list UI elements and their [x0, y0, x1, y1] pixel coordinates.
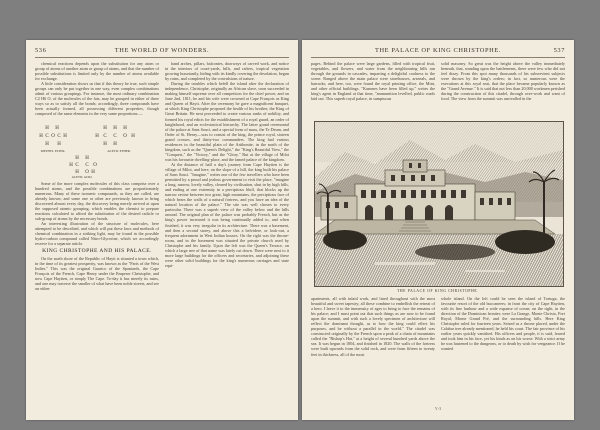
svg-text:O: O [123, 133, 127, 139]
paragraph: On the north shore of the Republic of Hayti is situated a town which, in the time of its greatest prosperity, was known as the "Paris of the West Indies." This was the original Guarico of the Spaniards, the Cape François of the French, Cape Henry under the Emperor Christophe, and now Cape Haytien, or simply The Cape. To-day it has merely its ruins, and one may traverse the smaller of what have been noble streets, and see on either [35, 256, 159, 292]
right-column-2-bottom [441, 296, 565, 406]
structural-formulas [35, 119, 159, 179]
left-page [26, 40, 298, 420]
svg-text:C: C [103, 133, 107, 139]
svg-text:H: H [91, 169, 95, 175]
paragraph: chemical reactions depends upon the substitution for any atom or group of atoms of another atom or group of atoms, and that the number of possible substitutions is limited only by the number of atoms available for exchange. [35, 61, 159, 82]
svg-text:O: O [51, 133, 55, 139]
paragraph: apartments, all with inlaid work, and lined throughout with the most beautiful and sweet tapestry; all these combine to embellish the retreat of a hero. I leave it to the immensity of ages to bring to face the remains of his palace; and I must point out that such things as are now to be found upon the summit, and with such a lovely specimen of architecture will reflect the dominant thought, as to how the king could effect his purposes, and be without a parallel in the world." The citadel was constructed originally by the French upon a peak of a chain of mountains called the "Bishop's Hat," at a height of several hundred yards above the sea. It was begun in 1804, and finished in 1820. The walls of the fortress were built upwards from the solid rock, and were from fifteen to twenty feet in thickness, all of the most [311, 296, 435, 357]
svg-text:H: H [55, 125, 59, 131]
svg-text:C: C [85, 162, 89, 168]
structural-formula-diagram [37, 119, 157, 179]
svg-text:H: H [103, 141, 107, 147]
palace-engraving-illustration [314, 121, 564, 287]
svg-text:H: H [85, 155, 89, 161]
svg-text:O: O [85, 169, 89, 175]
svg-text:H: H [63, 133, 67, 139]
running-title: THE WORLD OF WONDERS. [114, 47, 210, 54]
paragraph: At the distance of half a day's journey from Cape Haytien is the village of Milot, and here, on the slope of a hill, the king built his palace of Sans Souci. "Imagine," writes one of the few travellers who have been permitted by a proud and jealous government to visit the place, "imagine a long, narrow, lovely valley, cleared by civilisation, shut in by high hills, and ending at one extremity in a precipitous bluff, that blocks up the narrow ravine between two great, high mountains, the precipitous face of which bears the walls of a natural fortress, and you have an idea of the natural location of the palace." The site was well chosen to every particular. There was a superb view of the valley below and the hills around. The original plan of the palace was probably French, but as the king's power increased it was being continually added to, and when finished, it was very irregular in its architecture. There was a basement, and then a second storey, and above this a belvidere, or look-out, a frequent adornment in West Indian houses. On the right was the throne-room, and in the basement was situated the private church used by Christophe and his family. Upon the left was the Queen's Terrace, on which a large tree of that name was lately cut down. There were next to it more large buildings for the officers and secretaries, and adjoining these were other solid buildings for the king's numerous carriages and state equi- [165, 161, 289, 268]
formula-label: ACETIC ACID. [71, 174, 93, 179]
right-column-1-bottom [311, 296, 435, 406]
running-head [35, 47, 289, 58]
svg-text:H: H [39, 133, 43, 139]
svg-text:H: H [113, 141, 117, 147]
paragraph: pages. Behind the palace were large gardens, filled with tropical fruit, vegetables, and flowers, and water from the neighbouring hills ran through the grounds in cascades, imparting a delightful coolness to the scene. Ranged above the main palace were storehouses, arsenals, and barracks; and here, too, were found the royal printing office, the Mint, and other official buildings. "Kanones have been filled up," writes the king's agent in England at that time, "ammunition levelled, public roads laid out. This superb royal palace, in sumptuous [311, 61, 435, 102]
svg-text:H: H [45, 141, 49, 147]
paragraph: Some of the more complex molecules of this class comprise over a hundred atoms, and the possible combinations are proportionately numerous. Many of these isomeric compounds, as they are called, are already known; and some one or other are previously known to bring discovered almost every day, the discovery being merely arrived at upon the supposed atomic grouping, which enables the chemist to prepare reactions calculated to afford the substitution of the desired radicle or sub-group of atoms by the necessary bonds. [35, 180, 159, 221]
svg-text:H: H [75, 155, 79, 161]
right-column-1-top [311, 61, 435, 119]
running-head [311, 47, 565, 58]
paragraph: A little consideration shows us that if this theory be true, such simple groups can only be put together in one way, even complex combinations admit of various groupings. For instance, the most ordinary combination C2 H6 O, of the molecules of the fats, may be grouped in either of three ways so as to satisfy all the bonds; accordingly, three compounds have been actually formed, all possessing different properties, though composed of the same elements in the very same proportions:— [35, 81, 159, 117]
svg-text:H: H [45, 125, 49, 131]
svg-text:C: C [113, 133, 117, 139]
svg-text:H: H [75, 169, 79, 175]
svg-text:H: H [57, 141, 61, 147]
svg-text:H: H [131, 133, 135, 139]
paragraph: hand arches, pillars, balconies, doorways of carved work, and notice in the interiors of court-yards, hills, and rafters, tropical vegetation growing luxuriantly, hiding with its kindly covering the desolation, begun by ruins, and completed by the convulsions of nature. [165, 61, 289, 82]
running-title: THE PALACE OF KING CHRISTOPHE. [374, 47, 502, 54]
paragraph: whole island. On the left could be seen the island of Tortuga, the favourite resort of the old buccaneers; in front the city of Cape Haytien, with its fine harbour and a wide expanse of ocean; on the right, in the direction of the Dominican frontier, were La Grange, Monte Christo, Fort Royal, Morne Grand Pré, and the surrounding hills. Here King Christophe ruled for fourteen years. Seized as a throne placed, under the Calabar tree already mentioned, he held his court. The fair province of his earlier years quickly vanished. His officers and people, it is said, feared and took him in his face, yet his kinds as on his worse. With a strict army he was hastened to the dungeons, or to death by wish for vengeance. If he wanted [441, 296, 565, 352]
svg-text:H: H [69, 162, 73, 168]
right-page [302, 40, 574, 420]
svg-text:H: H [113, 125, 117, 131]
formula-label: METHYL ESTER. [40, 148, 66, 153]
left-column-1 [35, 61, 159, 413]
signature-mark: V.-3 [434, 407, 442, 411]
svg-text:H: H [123, 125, 127, 131]
page-number: 536 [35, 47, 47, 54]
paragraph: solid masonry. So great was the height above the valley immediately beneath, that, standing upon the battlements, there were few who did not feel dizzy. From this spot many thousands of his subservient subjects were thrown by the king's orders; in fact, so numerous were the executions at this royal seat, that the place became popularly known as the "Grand Avenue." It is said that not less than 20,000 workmen perished during the construction of this citadel, through over-work and want of food. The view from the summit was unrivalled in the [441, 61, 565, 102]
page-number: 537 [553, 47, 565, 54]
left-column-2 [165, 61, 289, 413]
right-column-2-top [441, 61, 565, 119]
svg-text:C: C [57, 133, 61, 139]
svg-text:C: C [45, 133, 49, 139]
svg-text:H: H [95, 133, 99, 139]
paragraph: An interesting illustration of the structure of molecules, here attempted to be described, and which will put these laws and methods of chemical combination in a striking light, may be found in the possible hydro-carbon compound called Nitro-Glycerine, which we accordingly reserve for a separate article. [35, 220, 159, 247]
formula-label: ACETIC ETHER. [107, 148, 131, 153]
paragraph: During the troubles which befell the island after the declaration of independence, Christophe, originally an African slave, soon succeeded in making himself supreme over all competitors for the chief power, and on June 2nd, 1811, he and his wife were crowned at Cape François as King and Queen of Hayti. After the ceremony he gave a magnificent banquet, at which King Christophe proposed the health of his brother, the King of Great Britain. He next proceeded to create various ranks of nobility, and formed his royal edicts for the establishment of a royal guard, an order of knighthood, and an ecclesiastical hierarchy. The latter grand ceremonial of the palace at Sans Souci, and a special form of mass, the Te Deum, and Order of St. Henry—was to consist of the king, the prince royal, sixteen grand crosses, and thirty-two commanders. The king had various residences in the beautiful plain of the Artibonite, in the north of the kingdom, such as the "Queen's Delight," the "King's Beautiful View," the "Conquest," the "Victory," and the "Glory." But at the village of Milot was his favourite dwelling-place, and the famed palace of the kingdom. [165, 81, 289, 162]
svg-text:O: O [93, 162, 97, 168]
section-heading: KING CHRISTOPHE AND HIS PALACE. [42, 248, 152, 255]
illustration-caption: THE PALACE OF KING CHRISTOPHE. [397, 289, 479, 293]
svg-text:C: C [75, 162, 79, 168]
svg-text:H: H [103, 125, 107, 131]
